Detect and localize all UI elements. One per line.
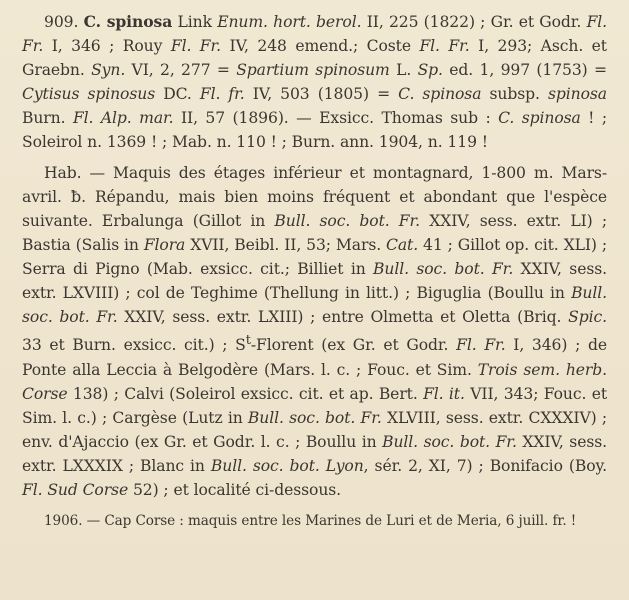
citation-title: Trois sem. herb. Corse [22, 360, 607, 403]
synonym-name: C. spinosa [398, 85, 482, 104]
synonym-name: Cytisus spinosus [22, 85, 156, 104]
synonym-name: spinosa [548, 85, 608, 104]
citation-title: Enum. hort. berol. [217, 13, 362, 31]
citation-text: subsp. [481, 85, 548, 104]
citation-title: Bull. soc. bot. Lyon [210, 456, 364, 475]
species-author: Link [172, 13, 218, 31]
citation-text: DC. [155, 85, 200, 104]
habitat-text: XXIV, sess. extr. LI) ; Bastia (Salis in [22, 211, 607, 254]
citation-text: IV, 248 emend.; Coste [221, 37, 420, 56]
citation-title: Syn. [91, 61, 126, 80]
species-entry-paragraph [22, 10, 607, 155]
citation-title: Bull. soc. bot. Fr. [373, 259, 514, 278]
citation-title: Fl. Fr. [22, 13, 608, 56]
habitat-text: . Répandu, mais bien moins fréquent et abondant que l'espèce suivante. Erbalunga (Gillot in [22, 187, 607, 230]
habitat-text: 33 et Burn. exsicc. cit.) ; S [22, 336, 246, 355]
citation-title: Fl. Fr. [170, 37, 222, 56]
habitat-text: XVII, Beibl. II, 53; Mars. [185, 235, 387, 254]
citation-text: Burn. [22, 109, 73, 128]
entry-number: 909. [44, 13, 79, 31]
citation-text: L. [389, 61, 418, 80]
citation-title: Fl. it. [423, 384, 465, 403]
species-name: C. spinosa [83, 12, 173, 31]
habitat-text: VII, 343; Fouc. et Sim. l. c.) ; Cargèse (Lutz in [22, 384, 607, 427]
citation-title: Fl. Fr. [456, 336, 506, 355]
citation-title: Sp. [417, 61, 443, 80]
citation-title: Flora [143, 235, 186, 254]
citation-text: I, 293; Asch. et Graebn. [22, 37, 607, 80]
habitat-text: 52) ; et localité ci-dessous. [128, 480, 342, 499]
citation-title: Cat. [386, 235, 419, 254]
citation-text: ed. 1, 997 (1753) = [442, 61, 607, 80]
citation-text: VI, 2, 277 = [125, 61, 237, 80]
habitat-text: XXIV, sess. extr. LXXXIX ; Blanc in [22, 432, 607, 475]
habitat-paragraph [22, 161, 607, 503]
citation-title: Bull. soc. bot. Fr. [382, 432, 517, 451]
citation-title: Bull. soc. bot. Fr. [247, 408, 382, 427]
collection-note: 1906. — Cap Corse : maquis entre les Marines de Luri et de Meria, 6 juill. fr. ! [44, 513, 577, 530]
exsiccatae-text: ! ; Soleirol n. 1369 ! ; Mab. n. 110 ! ; Burn. ann. 1904, n. 119 ! [22, 109, 607, 152]
habitat-text: 138) ; Calvi (Soleirol exsicc. cit. et ap. Bert. [67, 384, 424, 403]
citation-title: Fl. Fr. [419, 37, 470, 56]
habitat-text: -Florent (ex Gr. et Godr. [250, 336, 457, 355]
habitat-text: 41 ; Gillot op. cit. XLI) ; Serra di Pigno (Mab. exsicc. cit.; Billiet in [22, 235, 607, 278]
citation-text: I, 346 ; Rouy [43, 37, 171, 56]
habitat-text: Hab. — Maquis des étages inférieur et montagnard, 1-800 m. Mars-avril. [22, 163, 607, 206]
habitat-text: XXIV, sess. extr. LXVIII) ; col de Teghime (Thellung in litt.) ; Biguglia (Boullu in [22, 259, 607, 303]
citation-text: II, 57 (1896). — Exsicc. Thomas sub : [173, 109, 499, 128]
citation-title: Fl. Alp. mar. [72, 109, 174, 128]
superscript-t: t [245, 333, 251, 349]
shrub-symbol: ƀ [70, 186, 82, 206]
habitat-text: XXIV, sess. extr. LXIII) ; entre Olmetta et Oletta (Briq. [117, 308, 569, 327]
citation-title: Bull. soc. bot. Fr. [22, 284, 607, 327]
citation-title: Bull. soc. bot. Fr. [274, 211, 421, 230]
citation-title: Spic. [568, 308, 607, 327]
synonym-name: Spartium spinosum [236, 61, 390, 80]
citation-text: II, 225 (1822) ; Gr. et Godr. [361, 13, 587, 31]
habitat-text: XLVIII, sess. extr. CXXXIV) ; env. d'Ajaccio (ex Gr. et Godr. l. c. ; Boullu in [22, 408, 608, 451]
synonym-name: C. spinosa [498, 109, 581, 128]
habitat-text: I, 346) ; de Ponte alla Leccia à Belgodère (Mars. l. c. ; Fouc. et Sim. [22, 336, 607, 379]
habitat-text: , sér. 2, XI, 7) ; Bonifacio (Boy. [363, 456, 607, 475]
citation-title: Fl. Sud Corse [22, 480, 129, 499]
citation-title: Fl. fr. [199, 85, 245, 104]
citation-text: IV, 503 (1805) = [244, 85, 399, 104]
